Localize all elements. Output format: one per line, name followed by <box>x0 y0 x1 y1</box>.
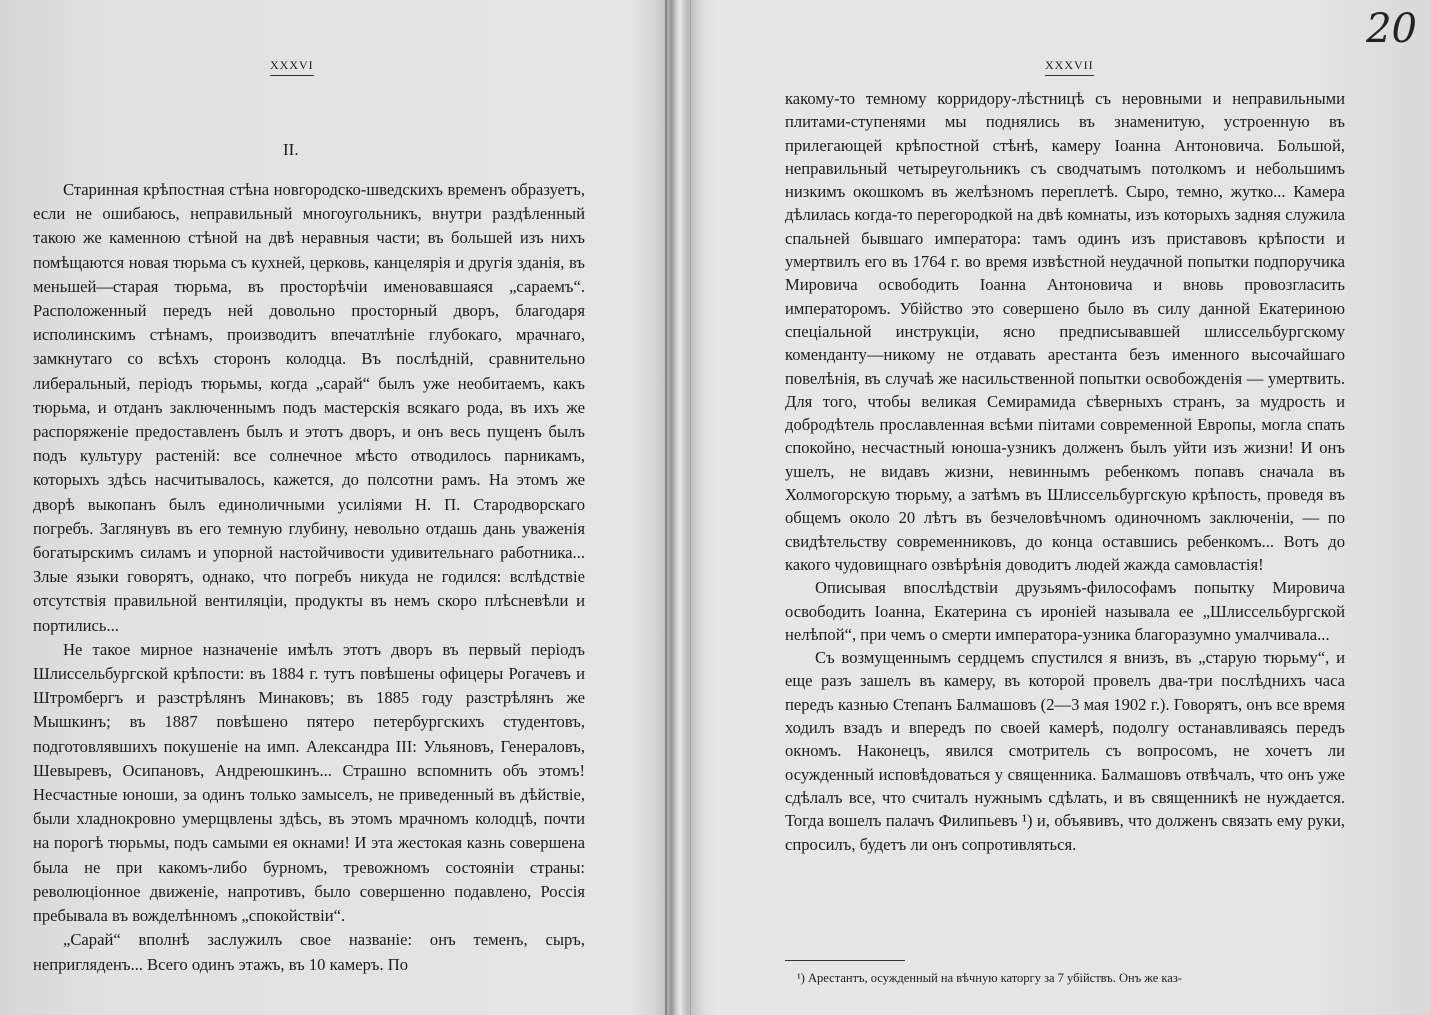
right-page-body <box>785 87 1345 856</box>
section-heading: II. <box>283 140 299 159</box>
paragraph: Не такое мирное назначеніе имѣлъ этотъ дворъ въ первый періодъ Шлиссельбургской крѣпости: въ 1884 г. тутъ повѣшены офицеры Рогачевъ и Штромбергъ и разстрѣлянъ Минаковъ; въ 1885 году разстрѣлянъ же Мышкинъ; въ 1887 повѣшено пятеро петербургскихъ студентовъ, подготовлявшихъ покушеніе на имп. Александра III: Ульяновъ, Генераловъ, Шевыревъ, Осипановъ, Андреюшкинъ... Страшно вспомнить объ этомъ! Несчастные юноши, за одинъ только замыселъ, не приведенный въ дѣйствіе, были хладнокровно умерщвлены здѣсь, въ этомъ мрачномъ колодцѣ, почти на порогѣ тюрьмы, подъ самыми ея окнами! И эта жестокая казнь совершена была не при какомъ-либо бурномъ, тревожномъ состояніи страны: революціонное движеніе, напротивъ, было совершенно подавлено, Россія пребывала въ вожделѣнномъ „спокойствіи“. <box>33 639 585 926</box>
left-page <box>25 0 585 1015</box>
paragraph: „Сарай“ вполнѣ заслужилъ свое названіе: онъ теменъ, сыръ, непригляденъ... Всего одинъ этажъ, въ 10 камеръ. По <box>33 930 585 974</box>
handwritten-page-number: 20 <box>1366 6 1417 52</box>
right-page <box>785 0 1345 1015</box>
left-page-body <box>33 178 585 977</box>
fold-line <box>665 0 667 1015</box>
right-page-number: XXXVII <box>1045 58 1094 76</box>
fold-line-secondary <box>690 0 691 1015</box>
book-gutter <box>655 0 705 1015</box>
paragraph: какому-то темному корридору-лѣстницѣ съ неровными и неправильными плитами-ступенями мы поднялись въ знаменитую, устроенную въ прилегающей крѣпостной стѣнѣ, камеру Іоанна Антоновича. Большой, неправильный четыреугольникъ съ сводчатымъ потолкомъ и небольшимъ низкимъ окошкомъ въ желѣзномъ переплетѣ. Сыро, темно, жутко... Камера дѣлилась когда-то перегородкой на двѣ комнаты, изъ которыхъ задняя служила спальней бывшаго императора: тамъ одинъ изъ приставовъ крѣпости и умертвилъ его въ 1764 г. во время извѣстной неудачной попытки подпоручика Мировича освободить Іоанна Антоновича и вновь провозгласить императоромъ. Убійство это совершено было въ силу данной Екатериною спеціальной инструкціи, ясно предписывавшей шлиссельбургскому коменданту—никому не отдавать арестанта безъ именного высочайшаго повелѣнія, въ случаѣ же насильственной попытки освобожденія — умертвить. Для того, чтобы великая Семирамида сѣверныхъ странъ, за мудрость и добродѣтель прославленная всѣми піитами современной Европы, могла спать спокойно, несчастный юноша-узникъ долженъ былъ уйти изъ жизни! И онъ ушелъ, не видавъ жизни, невиннымъ ребенкомъ попавъ сначала въ Холмогорскую тюрьму, а затѣмъ въ Шлиссельбургскую крѣпость, проведя въ общемъ около 20 лѣтъ въ безчеловѣчномъ одиночномъ заключеніи, — по свидѣтельству современниковъ, до конца оставшись ребенкомъ... Вотъ до какого чудовищнаго озвѣрѣнія доводитъ людей жажда самовластія! <box>785 89 1345 574</box>
paragraph: Старинная крѣпостная стѣна новгородско-шведскихъ временъ образуетъ, если не ошибаюсь, неправильный многоугольникъ, внутри раздѣленный такою же каменною стѣной на двѣ неравныя части; въ большей изъ нихъ помѣщаются новая тюрьма съ кухней, церковь, канцелярія и другія зданія, въ меньшей—старая тюрьма, въ просторѣчіи именовавшаяся „сараемъ“. Расположенный передъ ней довольно просторный дворъ, благодаря исполинскимъ стѣнамъ, производитъ впечатлѣніе глубокаго, мрачнаго, замкнутаго со всѣхъ сторонъ колодца. Въ послѣдній, сравнительно либеральный, періодъ тюрьмы, когда „сарай“ былъ уже необитаемъ, какъ тюрьма, и отданъ заключеннымъ подъ мастерскія всякаго рода, въ ихъ же распоряженіе предоставленъ былъ и этотъ дворъ, и онъ весь пущенъ былъ подъ культуру растеній: все солнечное мѣсто отводилось парникамъ, которыхъ здѣсь насчитывалось, кажется, до полсотни рамъ. На этомъ же дворѣ выкопанъ былъ единоличными усиліями Н. П. Стародворскаго погребъ. Заглянувъ въ его темную глубину, невольно отдашь дань уваженія богатырскимъ силамъ и упорной настойчивости удивительнаго работника... Злые языки говорятъ, однако, что погребъ никуда не годился: вслѣдствіе отсутствія правильной вентиляціи, продукты въ немъ скоро плѣсневѣли и портились... <box>33 180 585 635</box>
footnote: ¹) Арестантъ, осужденный на вѣчную каторгу за 7 убійствъ. Онъ же каз- <box>797 971 1182 985</box>
paragraph: Описывая впослѣдствіи друзьямъ-философамъ попытку Мировича освободить Іоанна, Екатерина съ ироніей называла ее „Шлиссельбургской нелѣпой“, при чемъ о смерти императора-узника благоразумно умалчивала... <box>785 578 1345 644</box>
left-page-number: XXXVI <box>270 58 314 76</box>
paragraph: Съ возмущеннымъ сердцемъ спустился я внизъ, въ „старую тюрьму“, и еще разъ зашелъ въ камеру, въ которой провелъ два-три послѣднихъ часа передъ казнью Степанъ Балмашовъ (2—3 мая 1902 г.). Говорятъ, онъ все время ходилъ взадъ и впередъ по своей камерѣ, подолгу останавливаясь передъ окномъ. Наконецъ, явился смотритель съ вопросомъ, не хочетъ ли осужденный исповѣдоваться у священника. Балмашовъ отвѣчалъ, что онъ уже сдѣлалъ все, что считалъ нужнымъ сдѣлать, и въ священникѣ не нуждается. Тогда вошелъ палачъ Филипьевъ ¹) и, объявивъ, что долженъ связать ему руки, спросилъ, будетъ ли онъ сопротивляться. <box>785 648 1345 854</box>
footnote-rule <box>785 960 905 961</box>
